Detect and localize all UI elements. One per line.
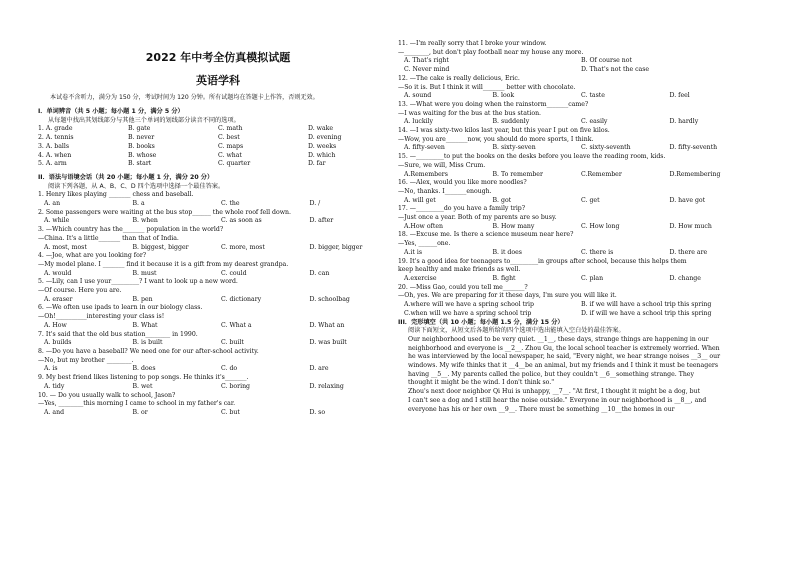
question-text: 13. —What were you doing when the rainstorm_______came? [398, 100, 589, 108]
option-row [38, 409, 398, 418]
answer-option: D. if will we have a school trip this spring [581, 309, 712, 317]
answer-option: C. How long [581, 222, 620, 230]
passage-line: Zhou's next door neighbor Qi Hui is unhappy, __7__. "At first, I thought it might be a dog, but [408, 388, 701, 396]
answer-option: B. or [132, 408, 148, 416]
answer-option: D. change [669, 274, 701, 282]
question-text: 20. —Miss Gao, could you tell me_______? [398, 283, 528, 291]
answer-option: A. How [44, 321, 67, 329]
question-text-line2: —Wow, you are_______now, you should do more sports, I think. [398, 135, 594, 143]
passage-line: neighborhood and everyone is __2__. Zhou Gu, the local school teacher is extremely worried. When [408, 344, 720, 352]
word-row [38, 160, 398, 169]
question-text: 8. —Do you have a baseball? We need one for our after-school activity. [38, 347, 259, 355]
option-row [398, 144, 758, 153]
question-item [38, 226, 398, 252]
answer-option: D. relaxing [309, 382, 344, 390]
answer-option: C.Remember [581, 170, 622, 178]
answer-option: C. sixty-seventh [581, 144, 631, 152]
section-2-title: II．语法与语境会话（共 20 小题；每小题 1 分，满分 20 分） [38, 173, 214, 181]
cloze-passage [398, 336, 758, 414]
answer-option: C. taste [581, 92, 605, 100]
passage-line: I can't see a dog and I still hear the noise outside." Everyone in our neighborhood is __8__, and [408, 396, 707, 404]
question-text: 10. — Do you usually walk to school, Jason? [38, 391, 176, 399]
answer-option: B. it does [492, 248, 522, 256]
answer-option: C. Never mind [404, 66, 450, 74]
word-option: D. evening [308, 134, 342, 142]
question-item [38, 331, 398, 348]
word-option: 4. A. when [38, 151, 72, 159]
answer-option: C. there is [581, 248, 614, 256]
question-text-line2: —Sure, we will, Miss Crum. [398, 161, 486, 169]
answer-option: A.exercise [404, 274, 437, 282]
question-item [38, 348, 398, 374]
section-1-title: I．单词辨音（共 5 小题；每小题 1 分，满分 5 分） [38, 108, 184, 115]
question-text-line2: —My model plane. I _______ find it because it is a gift from my dearest grandpa. [38, 260, 289, 268]
option-row [398, 197, 758, 206]
option-row [38, 365, 398, 374]
word-option: 1. A. grade [38, 125, 73, 133]
answer-option: D. bigger, bigger [309, 243, 363, 251]
answer-option: D. What an [309, 321, 345, 329]
answer-option: B. when [132, 217, 158, 225]
answer-option: D. feel [669, 92, 690, 100]
question-text-line2: —Of course. Here you are. [38, 287, 122, 295]
question-text: 12. —The cake is really delicious, Eric. [398, 74, 520, 82]
answer-option: A. and [44, 408, 65, 416]
word-option: D. far [308, 160, 326, 168]
answer-option: C. get [581, 196, 600, 204]
left-column [38, 0, 398, 418]
answer-option: A.Remembers [404, 170, 448, 178]
question-text: 6. —We often use ipads to learn in our biology class. [38, 304, 203, 312]
question-text: 4. —Joe, what are you looking for? [38, 252, 147, 260]
answer-option: A. tidy [44, 382, 65, 390]
answer-option: A. would [44, 269, 72, 277]
answer-option: A. most, most [44, 243, 87, 251]
word-option: D. which [308, 151, 336, 159]
answer-option: B. is built [132, 339, 163, 347]
question-text-line2: —So it is. But I think it will_______ better with chocolate. [398, 83, 576, 91]
answer-option: B. if we will have a school trip this spring [581, 301, 712, 309]
question-text-line2: keep healthy and make friends as well. [398, 266, 521, 274]
answer-option: B. got [492, 196, 512, 204]
word-option: C. best [218, 134, 240, 142]
answer-option: D. That's not the case [581, 66, 650, 74]
exam-title: 2022 年中考全仿真模拟试题 [145, 51, 291, 64]
section-1-questions [38, 125, 398, 169]
word-row [38, 143, 398, 152]
question-item [398, 101, 758, 127]
question-item [38, 209, 398, 226]
answer-option: C. boring [221, 382, 251, 390]
question-item [398, 153, 758, 179]
question-text: 5. —Lily, can I use your_________? I want to look up a new word. [38, 278, 238, 286]
section-2-instruction: 阅读下列各题，从 A、B、C、D 四个选项中选择一个最佳答案。 [48, 182, 225, 190]
question-item [38, 252, 398, 278]
word-row [38, 134, 398, 143]
option-row [398, 57, 758, 66]
question-text-line2: —Just once a year. Both of my parents are so busy. [398, 214, 557, 222]
word-option: 2. A. tennis [38, 134, 74, 142]
option-row [398, 92, 758, 101]
passage-line: everyone has his or her own __9__. There must be something __10__the homes in our [408, 405, 675, 413]
answer-option: B. Of course not [581, 57, 632, 65]
answer-option: A. builds [44, 339, 72, 347]
answer-option: A. sound [404, 92, 432, 100]
word-option: 3. A. balls [38, 142, 70, 150]
passage-line: thought it might be the wind. I don't think so." [408, 379, 555, 387]
passage-line: he was interviewed by the local newspaper, he said, "Every night, we hear strange noises __3__ our [408, 353, 721, 361]
question-item [38, 392, 398, 418]
section-2-questions-left [38, 191, 398, 417]
option-row [38, 244, 398, 253]
question-text-line2: —China. It's a little_______ than that of India. [38, 234, 179, 242]
section-3-title: III．完形填空（共 10 小题；每小题 1.5 分，满分 15 分） [398, 318, 564, 326]
question-text: 17. —_________do you have a family trip? [398, 205, 526, 213]
answer-option: C. do [221, 365, 238, 373]
answer-option: B. does [132, 365, 156, 373]
passage-line: Our neighborhood used to be very quiet. __1__, these days, strange things are happening in our [408, 335, 709, 343]
question-text: 16. —Alex, would you like more noodles? [398, 179, 527, 187]
option-row [38, 296, 398, 305]
answer-option: B. wet [132, 382, 153, 390]
passage-line: having __5__. My parents called the police, but they couldn't __6__something strange. They [408, 370, 694, 378]
answer-option: D. schoolbag [309, 295, 350, 303]
answer-option: D. can [309, 269, 330, 277]
question-text: 19. It's a good idea for teenagers to_________in groups after school, because this helps them [398, 257, 687, 265]
answer-option: A.How often [404, 222, 443, 230]
answer-option: C. plan [581, 274, 604, 282]
option-row [38, 200, 398, 209]
answer-option: D. How much [669, 222, 712, 230]
question-text: 11. —I'm really sorry that I broke your window. [398, 40, 547, 47]
answer-option: B. To remember [492, 170, 543, 178]
question-item [398, 205, 758, 231]
word-option: B. start [128, 160, 152, 168]
option-row [398, 249, 758, 258]
exam-intro: 本试卷不含听力，满分为 150 分，考试时间为 120 分钟。所有试题均在答题卡上作答，否则无效。 [50, 94, 319, 101]
option-row [38, 339, 398, 348]
question-text: 15. —_________to put the books on the desks before you leave the reading room, kids. [398, 153, 666, 161]
word-option: B. gate [128, 125, 151, 133]
word-option: D. wake [308, 125, 334, 133]
word-option: B. never [128, 134, 155, 142]
question-text-line2: —________, but don't play football near my house any more. [398, 48, 584, 56]
answer-option: A. fifty-seven [404, 144, 445, 152]
passage-line: windows. My wife thinks that it __4__be an animal, but my friends and I think it must be teenagers [408, 362, 718, 370]
word-option: B. books [128, 142, 155, 150]
question-item [398, 231, 758, 257]
word-option: C. maps [218, 142, 244, 150]
answer-option: C. easily [581, 118, 608, 126]
answer-option: A. while [44, 217, 70, 225]
question-item [398, 75, 758, 101]
word-option: C. what [218, 151, 242, 159]
question-text-line2: —No, but my brother ________. [38, 356, 134, 364]
answer-option: A.where will we have a spring school trip [404, 301, 534, 309]
question-text: 9. My best friend likes listening to pop songs. He thinks it's_______. [38, 374, 249, 382]
question-text: 1. Henry likes playing _______ chess and baseball. [38, 191, 194, 199]
question-text-line2: —I was waiting for the bus at the bus station. [398, 109, 542, 117]
question-item [398, 179, 758, 205]
answer-option: C. the [221, 200, 240, 208]
answer-option: B. What [132, 321, 158, 329]
word-option: C. math [218, 125, 243, 133]
option-row [38, 270, 398, 279]
answer-option: A.it is [404, 248, 423, 256]
answer-option: B. biggest, bigger [132, 243, 189, 251]
section-2-questions-right [398, 40, 758, 319]
answer-option: D. fifty-seventh [669, 144, 718, 152]
question-text: 14. —I was sixty-two kilos last year, but this year I put on five kilos. [398, 127, 610, 135]
answer-option: A. is [44, 365, 58, 373]
answer-option: B. a [132, 200, 145, 208]
word-option: C. quarter [218, 160, 251, 168]
question-item [38, 304, 398, 330]
answer-option: C. as soon as [221, 217, 262, 225]
question-text: 3. —Which country has the_______ population in the world? [38, 226, 224, 234]
answer-option: B. suddenly [492, 118, 530, 126]
question-item [398, 127, 758, 153]
exam-subject: 英语学科 [196, 74, 240, 87]
answer-option: C. dictionary [221, 295, 262, 303]
answer-option: C. What a [221, 321, 252, 329]
question-item [398, 40, 758, 75]
answer-option: A. an [44, 200, 61, 208]
word-row [38, 125, 398, 134]
question-text-line2: —Yes, ________this morning I came to school in my father's car. [38, 400, 236, 408]
answer-option: B. How many [492, 222, 535, 230]
question-item [38, 191, 398, 208]
question-text-line2: —No, thanks. I_______enough. [398, 187, 492, 195]
option-row [38, 322, 398, 331]
answer-option: C. but [221, 408, 240, 416]
word-option: 5. A. arm [38, 160, 67, 168]
option-row [398, 275, 758, 284]
answer-option: D. there are [669, 248, 708, 256]
answer-option: D. was built [309, 339, 347, 347]
option-row [398, 118, 758, 127]
answer-option: B. fight [492, 274, 516, 282]
answer-option: B. pen [132, 295, 153, 303]
answer-option: C. built [221, 339, 244, 347]
word-row [38, 152, 398, 161]
option-row [398, 171, 758, 180]
question-item [398, 258, 758, 284]
right-column [398, 0, 758, 414]
question-text: 18. —Excuse me. Is there a science museum near here? [398, 231, 574, 239]
word-option: D. weeks [308, 142, 337, 150]
question-text: 2. Some passengers were waiting at the bus stop______ the whole roof fell down. [38, 208, 291, 216]
answer-option: B. sixty-seven [492, 144, 536, 152]
answer-option: D. so [309, 408, 326, 416]
option-row [398, 310, 758, 319]
answer-option: D. after [309, 217, 334, 225]
answer-option: D.Remembering [669, 170, 721, 178]
option-row [398, 301, 758, 310]
word-option: B. whose [128, 151, 157, 159]
answer-option: A. eraser [44, 295, 73, 303]
option-row [38, 383, 398, 392]
question-text: 7. It's said that the old bus station________ in 1990. [38, 330, 198, 338]
question-text-line2: —Oh!__________interesting your class is! [38, 313, 165, 321]
answer-option: B. must [132, 269, 157, 277]
question-item [38, 278, 398, 304]
answer-option: D. hardly [669, 118, 699, 126]
answer-option: D. are [309, 365, 329, 373]
section-3-instruction: 阅读下面短文，从短文后各题所给的四个选项中选出能填入空白处的最佳答案。 [408, 327, 625, 335]
answer-option: A. will get [404, 196, 436, 204]
option-row [38, 217, 398, 226]
answer-option: A. That's right [404, 57, 449, 65]
section-1-instruction: 从每题中找出其划线部分与其他三个单词的划线部分读音不同的选项。 [48, 116, 240, 124]
question-text-line2: —Oh, yes. We are preparing for it these days, I'm sure you will like it. [398, 292, 617, 300]
answer-option: C. could [221, 269, 247, 277]
question-item [398, 284, 758, 319]
answer-option: B. look [492, 92, 515, 100]
answer-option: C.when will we have a spring school trip [404, 309, 532, 317]
answer-option: D. have got [669, 196, 706, 204]
answer-option: D. / [309, 200, 321, 208]
question-text-line2: —Yes, ______one. [398, 240, 451, 248]
question-item [38, 374, 398, 391]
answer-option: C. more, most [221, 243, 265, 251]
answer-option: A. luckily [404, 118, 434, 126]
option-row [398, 223, 758, 232]
option-row [398, 66, 758, 75]
